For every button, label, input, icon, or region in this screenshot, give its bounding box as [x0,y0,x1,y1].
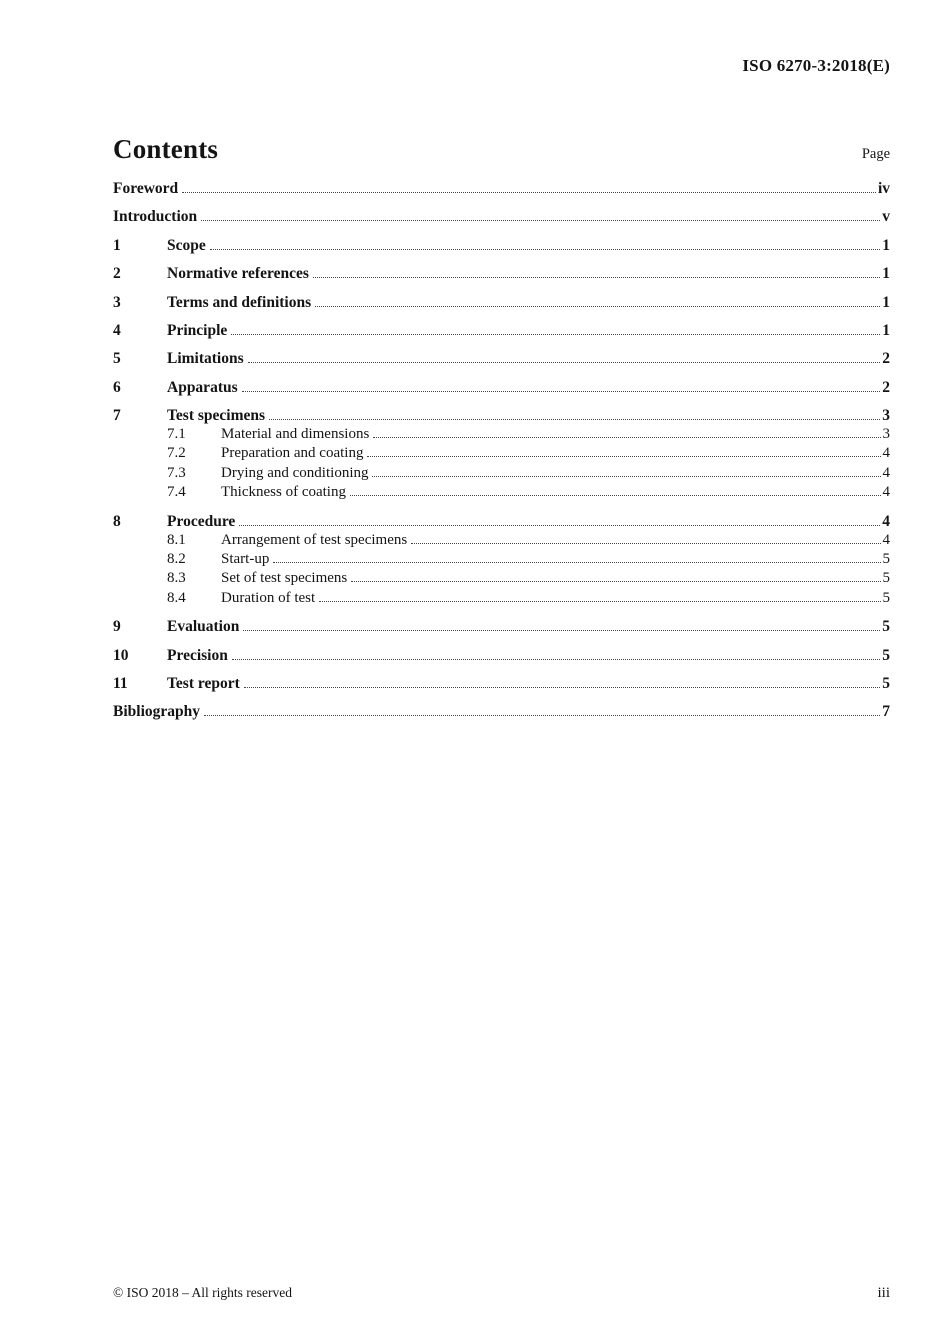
dot-leader [232,659,880,660]
dot-leader [201,220,880,221]
toc-entry-title: Arrangement of test specimens [221,531,408,548]
toc-entry-page: 4 [882,464,890,481]
toc-entry-8-procedure [113,512,890,531]
toc-entry-title: Preparation and coating [221,445,364,462]
toc-entry-number: 7 [113,407,121,424]
toc-entry-number: 4 [113,321,121,339]
toc-entry-page: 4 [882,512,890,530]
toc-entry-number: 10 [113,646,129,664]
dot-leader [273,562,880,563]
toc-entry-page: v [882,208,890,226]
document-number: ISO 6270-3:2018(E) [742,56,890,75]
toc-entry-page: 1 [882,321,890,339]
toc-entry-title: Scope [167,236,206,254]
toc-entry-page: 5 [882,589,890,606]
toc-entry-number: 6 [113,378,121,396]
dot-leader [239,525,880,526]
dot-leader [411,543,880,544]
dot-leader [248,362,881,363]
toc-entry-number: 7.4 [167,484,186,501]
toc-entry-title: Procedure [167,512,236,530]
toc-entry-number: 7.2 [167,445,186,462]
toc-entry-9-evaluation [113,617,890,636]
toc-entry-number: 8.3 [167,570,186,587]
contents-heading-row [113,133,890,165]
toc-entry-7-3 [113,464,890,483]
toc-entry-page: 2 [882,378,890,396]
document-footer [113,1285,890,1302]
toc-entry-page: 5 [882,618,890,636]
dot-leader [269,419,880,420]
toc-entry-title: Normative references [167,265,309,283]
toc-entry-page: 1 [882,236,890,254]
toc-entry-7-4 [113,483,890,502]
toc-entry-page: 7 [882,703,890,721]
toc-entry-page: 1 [882,265,890,283]
document-header [0,0,950,77]
toc-entry-title: Test specimens [167,407,266,424]
contents-title: Contents [113,134,219,164]
toc-entry-number: 3 [113,293,121,311]
toc-entry-page: 2 [882,350,890,368]
toc-entry-number: 11 [113,674,128,692]
toc-entry-page: 3 [882,407,890,424]
toc-entry-title: Bibliography [113,703,200,721]
toc-entry-title: Duration of test [221,589,316,606]
toc-entry-8-3 [113,569,890,588]
toc-entry-7-2 [113,444,890,463]
toc-entry-title: Evaluation [167,618,240,636]
toc-entry-11-test-report [113,674,890,693]
toc-entry-title: Apparatus [167,378,238,396]
toc-entry-number: 7.3 [167,464,186,481]
toc-entry-number: 9 [113,618,121,636]
toc-entry-title: Start-up [221,551,270,568]
toc-entry-number: 8.2 [167,551,186,568]
dot-leader [367,456,880,457]
toc-entry-number: 8 [113,512,121,530]
toc-entry-page: 4 [882,484,890,501]
toc-entry-foreword [113,179,890,198]
dot-leader [204,715,880,716]
toc-entry-page: 5 [882,646,890,664]
toc-entry-8-1 [113,531,890,550]
toc-entry-page: 5 [882,551,890,568]
dot-leader [372,476,880,477]
toc-entry-page: 4 [882,531,890,548]
toc-entry-number: 8.4 [167,589,186,606]
toc-entry-page: 5 [882,570,890,587]
toc-entry-title: Test report [167,674,240,692]
toc-entry-5-limitations [113,349,890,368]
dot-leader [350,495,881,496]
toc-entry-2-normative-references [113,264,890,283]
dot-leader [313,277,880,278]
toc-entry-title: Introduction [113,208,198,226]
dot-leader [231,334,880,335]
toc-entry-title: Terms and definitions [167,293,312,311]
toc-entry-title: Thickness of coating [221,484,346,501]
toc-entry-1-scope [113,236,890,255]
toc-entry-10-precision [113,646,890,665]
dot-leader [351,581,880,582]
toc-entry-7-1 [113,425,890,444]
toc-entry-6-apparatus [113,378,890,397]
toc-entry-title: Set of test specimens [221,570,348,587]
toc-entry-7-test-specimens [113,406,890,425]
toc-entry-title: Drying and conditioning [221,464,369,481]
dot-leader [373,437,880,438]
toc-entry-4-principle [113,321,890,340]
toc-entry-number: 1 [113,236,121,254]
toc-entry-number: 5 [113,350,121,368]
dot-leader [182,192,876,193]
dot-leader [315,306,880,307]
toc-entry-page: 1 [882,293,890,311]
toc-entry-bibliography [113,702,890,721]
toc-entry-title: Precision [167,646,228,664]
toc-entry-title: Limitations [167,350,244,368]
toc-entry-title: Principle [167,321,228,339]
page-column-label: Page [861,146,890,162]
toc-entry-number: 7.1 [167,426,186,443]
toc-entry-page: 4 [882,445,890,462]
toc-entry-8-4 [113,589,890,608]
toc-entry-page: 5 [882,674,890,692]
dot-leader [210,249,881,250]
table-of-contents [113,179,890,721]
toc-entry-title: Material and dimensions [221,426,370,443]
dot-leader [243,630,880,631]
footer-page-number: iii [877,1285,890,1301]
dot-leader [319,601,880,602]
toc-entry-page: 3 [882,426,890,443]
toc-entry-8-2 [113,550,890,569]
toc-entry-number: 8.1 [167,531,186,548]
toc-entry-number: 2 [113,265,121,283]
toc-entry-3-terms-and-definitions [113,293,890,312]
dot-leader [244,687,880,688]
toc-entry-title: Foreword [113,180,179,197]
toc-entry-page: iv [877,180,890,197]
toc-entry-introduction [113,207,890,226]
copyright-notice: © ISO 2018 – All rights reserved [113,1285,292,1300]
dot-leader [242,391,881,392]
